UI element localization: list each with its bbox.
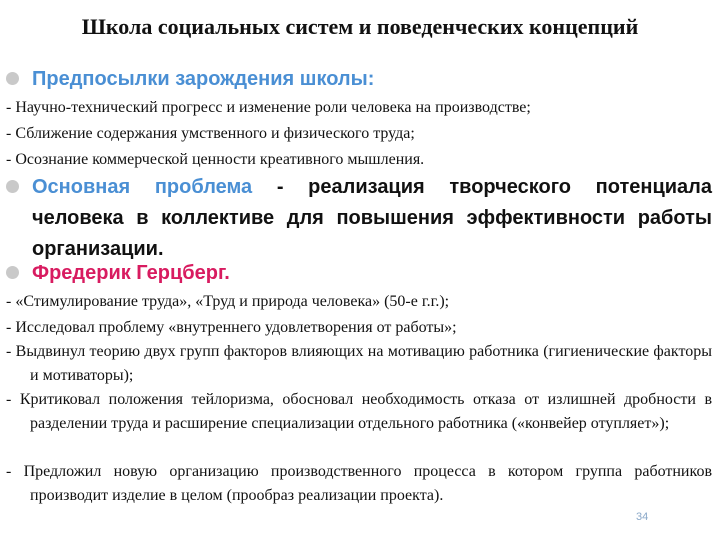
- list-item: - Научно-технический прогресс и изменение роли человека на производстве;: [6, 99, 531, 116]
- main-problem-text: - реализация творческого потенциала человека в коллективе для повышения эффективности работы организации.: [32, 176, 712, 260]
- page-number: 34: [636, 511, 649, 523]
- list-item: - Критиковал положения тейлоризма, обосновал необходимость отказа от излишней дробности в разделении труда и расширение специализации отдельного работника («конвейер отупляет»);: [6, 391, 712, 432]
- main-problem-label: Основная проблема: [32, 176, 253, 198]
- list-item: - Осознание коммерческой ценности креативного мышления.: [6, 151, 425, 168]
- list-item: - Сближение содержания умственного и физического труда;: [6, 125, 415, 142]
- main-problem-paragraph: [32, 172, 712, 265]
- list-item: - Выдвинул теорию двух групп факторов влияющих на мотивацию работника (гигиенические факторы и мотиваторы);: [6, 343, 712, 384]
- bullet-icon: [6, 266, 19, 279]
- bullet-icon: [6, 72, 19, 85]
- section-heading-herzberg: Фредерик Герцберг.: [32, 262, 230, 284]
- list-item: - Предложил новую организацию производственного процесса в котором группа работников производит изделие в целом (прообраз реализации проекта).: [6, 463, 712, 504]
- bullet-icon: [6, 180, 19, 193]
- section-heading-preconditions: Предпосылки зарождения школы:: [32, 68, 375, 90]
- list-item: - Исследовал проблему «внутреннего удовлетворения от работы»;: [6, 319, 457, 336]
- slide-title: Школа социальных систем и поведенческих концепций: [81, 14, 639, 39]
- list-item: - «Стимулирование труда», «Труд и природа человека» (50-е г.г.);: [6, 293, 450, 310]
